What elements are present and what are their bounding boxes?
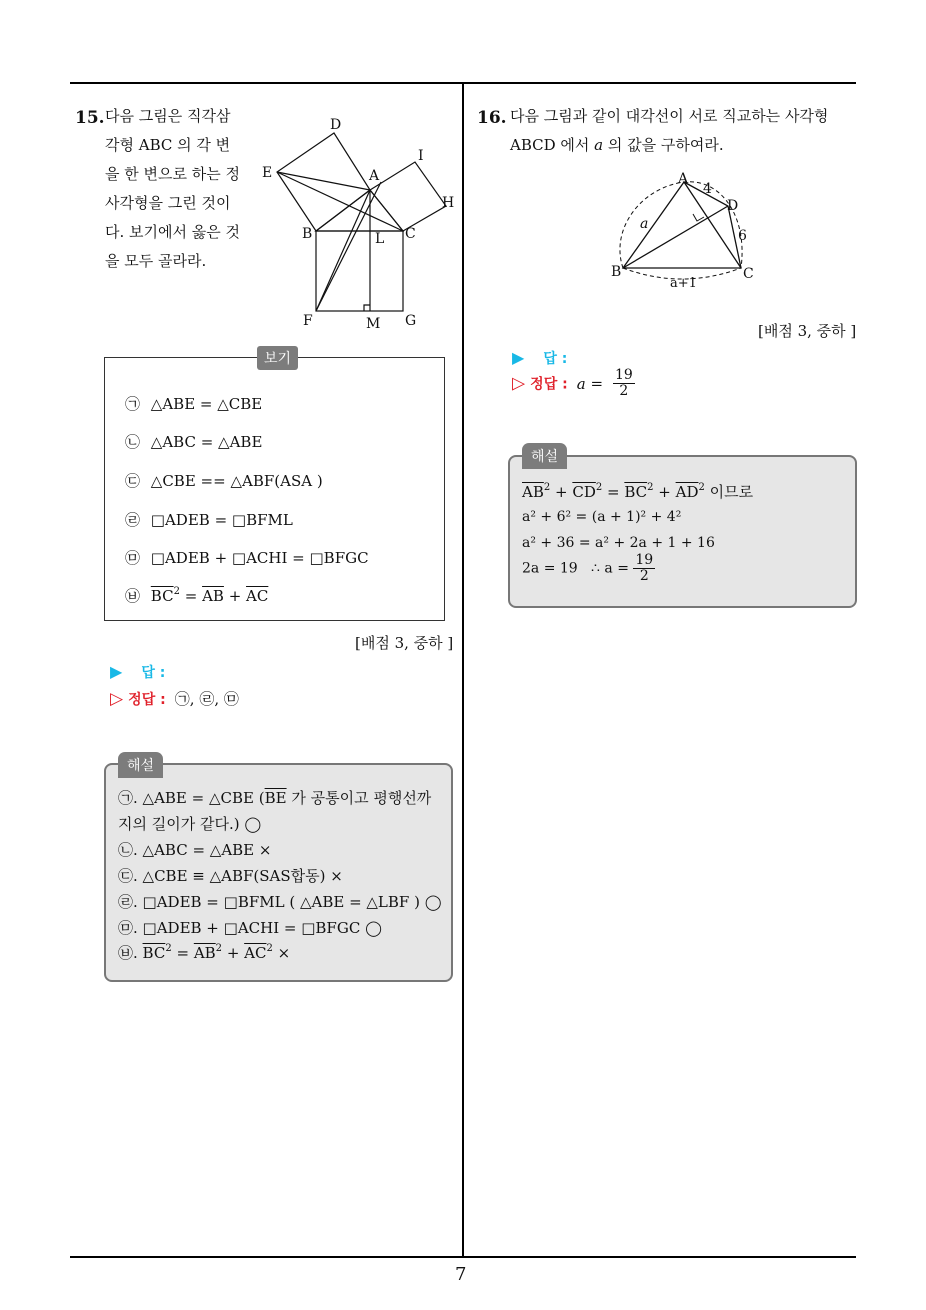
solution-line [118, 942, 290, 963]
q15-text-line: 각형 ABC 의 각 변 [105, 136, 231, 154]
bogi-item [125, 431, 262, 452]
solution-sup: 2 [266, 943, 273, 954]
bogi-item [125, 509, 293, 530]
q16-text-line [510, 131, 828, 160]
q15-text-line: 다. 보기에서 옳은 것 [105, 223, 240, 241]
q16-number: 16. [477, 108, 507, 128]
q15-number: 15. [75, 108, 105, 128]
answer-arrow-icon: ▶ [512, 348, 525, 367]
fraction-numerator: 19 [614, 367, 633, 383]
segment-ea [277, 172, 370, 190]
segment-fa [316, 190, 370, 311]
fraction-denominator: 2 [639, 568, 649, 584]
q15-text-line: 을 한 변으로 하는 정 [105, 165, 240, 183]
q15-answer [110, 662, 165, 682]
solution-text: + [222, 944, 245, 962]
bogi-mark: ㉢ [125, 472, 141, 490]
solution-overline-text: $\overline{BE}$ [264, 789, 287, 807]
bogi-text: $\overline{BC}$ [150, 587, 174, 605]
solution-line: ㉡. △ABC = △ABE × [118, 841, 272, 859]
bogi-item [125, 547, 369, 568]
solution-sup: 2 [647, 482, 654, 493]
answer-arrow-icon: ▶ [110, 662, 123, 681]
correct-triangle-icon: ▷ [110, 689, 124, 709]
solution-sup: 2 [595, 482, 603, 493]
bogi-text: $\overline{AB}$ [202, 587, 224, 605]
q16-solution-title: 해설 [522, 443, 567, 469]
label-c: C [405, 226, 416, 242]
bogi-text: = [179, 587, 203, 605]
correct-eq: = [585, 374, 608, 393]
bogi-text: △CBE == △ABF(ASA ) [150, 472, 323, 490]
solution-overline-text: $\overline{AC}$ [244, 944, 267, 962]
label-d: D [330, 117, 342, 133]
square-adeb [277, 133, 370, 231]
label-e: E [262, 165, 273, 181]
solution-text: ㉠. △ABE = △CBE ( [118, 789, 265, 807]
solution-overline-text: $\overline{BC}$ [624, 483, 648, 501]
q15-pythagoras-figure [255, 108, 460, 338]
square-bfgc [316, 231, 403, 311]
bogi-mark: ㉥ [125, 587, 141, 605]
solution-line: ㉢. △CBE ≡ △ABF(SAS합동) × [118, 867, 343, 885]
solution-text: 이므로 [704, 483, 754, 501]
solution-overline-text: $\overline{AB}$ [193, 944, 216, 962]
label-f: F [303, 313, 313, 329]
solution-line: ㉣. □ADEB = □BFML ( △ABE = △LBF ) ◯ [118, 893, 442, 911]
q15-score: [배점 3, 중하 ] [355, 634, 454, 652]
solution-text: 가 공통이고 평행선까 [286, 789, 432, 807]
answer-label: 답 : [141, 665, 166, 681]
q15-text-line: 다음 그림은 직각삼 [105, 107, 231, 125]
circle-arc-dashed [620, 182, 742, 268]
q15-text-line: 사각형을 그린 것이 [105, 194, 231, 212]
q16-text-line: 다음 그림과 같이 대각선이 서로 직교하는 사각형 [510, 107, 829, 125]
bogi-text: △ABE = △CBE [150, 395, 263, 413]
label-i: I [418, 148, 424, 164]
solution-line: ㉤. □ADEB + □ACHI = □BFGC ◯ [118, 919, 382, 937]
bogi-mark: ㉡ [125, 433, 141, 451]
solution-overline-text: $\overline{CD}$ [572, 483, 596, 501]
bogi-text: △ABC = △ABE [150, 433, 263, 451]
answer-label: 답 : [543, 351, 568, 367]
solution-line: 지의 길이가 같다.) ◯ [118, 815, 262, 833]
diagonal-bd [623, 206, 728, 268]
solution-text: + [550, 483, 573, 501]
correct-label: 정답 : [128, 692, 166, 708]
label-4: 4 [703, 181, 712, 197]
column-divider [462, 82, 464, 1257]
q15-text-line: 을 모두 골라라. [105, 252, 207, 270]
bogi-mark: ㉣ [125, 511, 141, 529]
label-a: A [678, 171, 689, 187]
right-angle-mark [693, 214, 704, 221]
bogi-text: □ADEB + □ACHI = □BFGC [150, 549, 369, 567]
correct-label: 정답 : [530, 376, 568, 393]
solution-sup: 2 [698, 482, 705, 493]
label-m: M [366, 316, 381, 332]
label-6: 6 [738, 228, 747, 244]
q15-solution-box [104, 763, 453, 982]
solution-text: + [653, 483, 676, 501]
label-a-plus-1: a+1 [670, 276, 697, 291]
q15-bogi-title: 보기 [257, 346, 298, 370]
page-number: 7 [455, 1264, 467, 1285]
bogi-mark: ㉤ [125, 549, 141, 567]
solution-text: 2a = 19 ∴ a = [522, 560, 634, 577]
solution-text: = [171, 944, 194, 962]
q16-text: ABCD 에서 [510, 136, 595, 154]
solution-sup: 2 [215, 943, 223, 954]
label-b: B [611, 264, 622, 280]
label-a: A [369, 168, 380, 184]
fraction-denominator: 2 [619, 383, 629, 399]
correct-triangle-icon: ▷ [512, 373, 526, 394]
label-h: H [442, 195, 455, 211]
solution-fraction [633, 553, 655, 584]
q15-question-text [105, 102, 255, 276]
q16-score: [배점 3, 중하 ] [758, 322, 857, 340]
bogi-item [125, 585, 268, 606]
label-d: D [727, 198, 739, 214]
solution-text: = [602, 483, 625, 501]
solution-line: a² + 36 = a² + 2a + 1 + 16 [522, 535, 715, 551]
correct-var: a [576, 374, 586, 393]
solution-text: ㉥. [118, 944, 143, 962]
bogi-mark: ㉠ [125, 395, 141, 413]
label-g: G [405, 313, 417, 329]
q15-bogi-box [104, 357, 445, 621]
solution-text: × [272, 944, 291, 962]
q16-solution-box [508, 455, 857, 608]
q16-text: 의 값을 구하여라. [603, 136, 724, 154]
solution-overline-text: $\overline{AD}$ [675, 483, 699, 501]
bogi-text: $\overline{AC}$ [246, 587, 269, 605]
label-a-var: a [640, 216, 649, 232]
solution-line [522, 553, 655, 584]
label-c: C [743, 266, 754, 282]
solution-line [522, 481, 753, 502]
bogi-sup: 2 [173, 586, 180, 597]
q15-solution-title: 해설 [118, 752, 163, 778]
bogi-item [125, 470, 323, 491]
solution-overline-text: $\overline{BC}$ [142, 944, 166, 962]
q15-correct-answer [110, 688, 239, 709]
q16-question-text [510, 102, 828, 160]
correct-fraction [613, 368, 635, 399]
q16-correct-answer [512, 368, 635, 399]
correct-value: ㉠, ㉣, ㉤ [174, 690, 239, 708]
solution-sup: 2 [543, 482, 551, 493]
q16-answer [512, 348, 567, 368]
solution-line: a² + 6² = (a + 1)² + 4² [522, 509, 682, 525]
solution-line [118, 787, 431, 808]
bogi-item [125, 393, 262, 414]
fraction-numerator: 19 [635, 552, 654, 568]
solution-overline-text: $\overline{AB}$ [522, 483, 544, 501]
label-b: B [302, 226, 313, 242]
label-l: L [375, 231, 385, 247]
solution-sup: 2 [165, 943, 172, 954]
bogi-text: + [223, 587, 247, 605]
segment-f-top [316, 182, 381, 311]
bottom-rule [70, 1256, 856, 1258]
bogi-text: □ADEB = □BFML [150, 511, 293, 529]
right-angle-mark [364, 305, 370, 311]
q16-var: a [594, 136, 604, 154]
q16-quadrilateral-figure [600, 165, 770, 295]
